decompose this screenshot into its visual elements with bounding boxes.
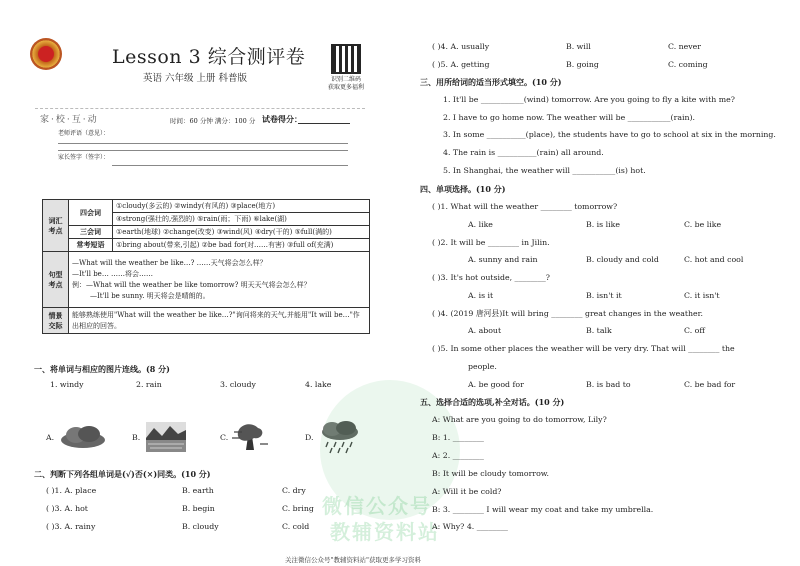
judge-question[interactable]: ( )5. A. getting <box>432 60 490 69</box>
picture-label: B. <box>132 433 141 442</box>
mc-option[interactable]: A. be good for <box>468 380 524 389</box>
dialogue-line[interactable]: B: 3. ________ I will wear my coat and take my umbrella. <box>432 505 654 514</box>
judge-question[interactable]: ( )3. A. hot <box>46 504 88 513</box>
parent-signature-label: 家长签字（签字）： <box>58 154 110 161</box>
fill-blank-item[interactable]: 3. In some __________(place), the students have to go to school at six in the morning. <box>443 130 776 139</box>
judge-question[interactable]: ( )3. A. rainy <box>46 522 96 531</box>
windy-icon[interactable] <box>232 420 268 452</box>
home-school-banner: 家·校·互·动 <box>40 115 99 125</box>
key-points-table <box>42 199 370 334</box>
mc-option[interactable]: B. talk <box>586 326 612 335</box>
judge-option: B. cloudy <box>182 522 219 531</box>
teacher-comment-label: 老师评语（意见）： <box>58 130 110 137</box>
judge-option: C. bring <box>282 504 314 513</box>
mc-option[interactable]: A. sunny and rain <box>468 255 538 264</box>
phrase-label: 常考短语 <box>69 239 113 252</box>
judge-option: B. begin <box>182 504 215 513</box>
mc-option[interactable]: C. it isn't <box>684 291 720 300</box>
qr-caption-line: 识别二维码 <box>330 76 361 83</box>
dialogue-line[interactable]: B: 1. ________ <box>432 433 484 442</box>
dialogue-line[interactable]: A: Why? 4. ________ <box>432 522 508 531</box>
mc-question[interactable]: ( )1. What will the weather ________ tomorrow? <box>432 202 618 211</box>
judge-question[interactable]: ( )1. A. place <box>46 486 97 495</box>
picture-label: D. <box>305 433 314 442</box>
mc-option[interactable]: C. off <box>684 326 705 335</box>
mc-question[interactable]: ( )4. (2019 唐河县)It will bring ________ great changes in the weather. <box>432 309 703 318</box>
match-word[interactable]: 3. cloudy <box>220 380 256 389</box>
section-heading: 五、选择合适的选项,补全对话。(10 分) <box>420 397 565 407</box>
communication-text: 能够熟练使用"What will the weather be like…?"询问将来的天气,并能用"It will be…"作出相应的回答。 <box>69 308 370 334</box>
teacher-comment-line[interactable] <box>58 150 348 151</box>
mc-option[interactable]: C. be bad for <box>684 380 736 389</box>
mc-option[interactable]: B. cloudy and cold <box>586 255 659 264</box>
page-subtitle: 英语 六年级 上册 科普版 <box>143 73 248 84</box>
judge-option: C. coming <box>668 60 708 69</box>
mc-option[interactable]: B. is bad to <box>586 380 631 389</box>
dialogue-line: B: It will be cloudy tomorrow. <box>432 469 549 478</box>
teacher-comment-line[interactable] <box>58 143 348 144</box>
dialogue-line[interactable]: A: 2. ________ <box>432 451 484 460</box>
judge-option: C. dry <box>282 486 306 495</box>
section-heading: 四、单项选择。(10 分) <box>420 184 506 194</box>
page-footer: 关注微信公众号"教辅资料站"获取更多学习资料 <box>285 556 421 564</box>
judge-option: B. will <box>566 42 591 51</box>
sentence-line: —It'll be sunny. 明天将会是晴朗的。 <box>90 291 210 300</box>
dialogue-line: A: Will it be cold? <box>432 487 502 496</box>
three-skill-row: ①earth(地球) ②change(改变) ③wind(风) ④dry(干的) ⑤full(满的) <box>113 226 370 239</box>
mc-option[interactable]: A. like <box>468 220 493 229</box>
mc-option[interactable]: A. is it <box>468 291 494 300</box>
qr-caption-line: 获取更多福利 <box>327 84 364 91</box>
judge-option: B. going <box>566 60 599 69</box>
three-skill-label: 三会词 <box>69 226 113 239</box>
lake-icon[interactable] <box>146 422 186 452</box>
match-word[interactable]: 4. lake <box>305 380 332 389</box>
sentence-header: 句型考点 <box>43 252 69 308</box>
fill-blank-item[interactable]: 1. It'll be ___________(wind) tomorrow. Are you going to fly a kite with me? <box>443 95 735 104</box>
vocab-header: 词汇考点 <box>43 200 69 252</box>
match-word[interactable]: 1. windy <box>50 380 84 389</box>
mc-option[interactable]: C. hot and cool <box>684 255 744 264</box>
sentence-cell <box>69 252 370 308</box>
picture-label: C. <box>220 433 229 442</box>
mc-question-continued: people. <box>468 362 497 371</box>
picture-label: A. <box>46 433 55 442</box>
mc-question[interactable]: ( )2. It will be ________ in Jilin. <box>432 238 550 247</box>
four-skill-row: ①cloudy(多云的) ②windy(有风的) ③place(地方) <box>113 200 370 213</box>
publisher-logo <box>30 38 62 70</box>
section-heading: 二、判断下列各组单词是(√)否(×)同类。(10 分) <box>34 469 211 479</box>
watermark-text: 教辅资料站 <box>330 520 440 544</box>
fill-blank-item[interactable]: 5. In Shanghai, the weather will ___________(is) hot. <box>443 166 646 175</box>
four-skill-label: 四会词 <box>69 200 113 226</box>
mc-option[interactable]: C. be like <box>684 220 722 229</box>
page-title: Lesson 3 综合测评卷 <box>112 46 306 68</box>
sentence-line: —It'll be… ……将会…… <box>72 269 154 278</box>
fill-blank-item[interactable]: 2. I have to go home now. The weather will be ___________(rain). <box>443 113 696 122</box>
mc-option[interactable]: B. isn't it <box>586 291 622 300</box>
parent-signature-line[interactable] <box>112 165 348 166</box>
mc-question[interactable]: ( )3. It's hot outside, ________? <box>432 273 550 282</box>
communication-header: 情景交际 <box>43 308 69 334</box>
judge-option: B. earth <box>182 486 214 495</box>
cloud-icon[interactable] <box>58 424 108 450</box>
score-field[interactable] <box>298 123 350 124</box>
qr-code[interactable] <box>331 44 361 74</box>
mc-question[interactable]: ( )5. In some other places the weather will be very dry. That will ________ the <box>432 344 735 353</box>
four-skill-row: ④strong(强壮的,强烈的) ⑤rain(雨；下雨) ⑥lake(湖) <box>113 213 370 226</box>
score-label: 试卷得分： <box>262 114 302 124</box>
time-info: 时间：60 分钟 满分：100 分 <box>170 117 256 125</box>
mc-option[interactable]: B. is like <box>586 220 620 229</box>
section-heading: 三、用所给词的适当形式填空。(10 分) <box>420 77 562 87</box>
judge-question[interactable]: ( )4. A. usually <box>432 42 490 51</box>
section-heading: 一、将单词与相应的图片连线。(8 分) <box>34 364 170 374</box>
divider <box>35 108 365 109</box>
judge-option: C. never <box>668 42 702 51</box>
mc-option[interactable]: A. about <box>468 326 502 335</box>
sentence-line: —What will the weather be like…? ……天气将会怎么样？ <box>72 258 267 267</box>
watermark-text: 微信公众号 <box>322 494 432 518</box>
fill-blank-item[interactable]: 4. The rain is __________(rain) all around. <box>443 148 604 157</box>
qr-caption <box>323 76 369 92</box>
sentence-line: 例：—What will the weather be like tomorrow? 明天天气将会怎么样？ <box>72 280 311 289</box>
judge-option: C. cold <box>282 522 310 531</box>
phrase-row: ①bring about(带来,引起) ②be bad for(对……有害) ③full of(充满) <box>113 239 370 252</box>
dialogue-line: A: What are you going to do tomorrow, Lily? <box>432 415 607 424</box>
match-word[interactable]: 2. rain <box>136 380 162 389</box>
